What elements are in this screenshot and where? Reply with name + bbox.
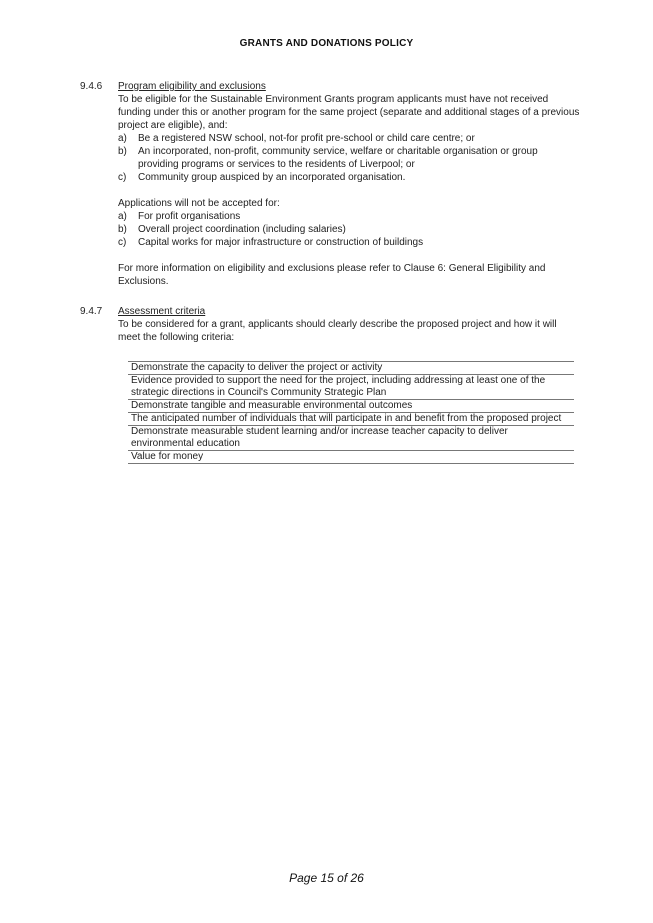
list-item-text: Overall project coordination (including salaries) (138, 224, 346, 235)
section-body (118, 305, 580, 464)
table-row (128, 375, 574, 400)
criteria-table (128, 361, 574, 464)
list-marker: c) (118, 237, 127, 248)
section-number: 9.4.6 (80, 81, 103, 92)
table-row (128, 451, 574, 464)
section-program-eligibility (80, 80, 580, 288)
section-number: 9.4.7 (80, 306, 103, 317)
list-item-text: Be a registered NSW school, not-for profit pre-school or child care centre; or (138, 133, 475, 144)
table-cell: Value for money (128, 451, 574, 464)
table-cell: Demonstrate measurable student learning and/or increase teacher capacity to deliver environmental education (128, 426, 574, 451)
table-cell: The anticipated number of individuals that will participate in and benefit from the proposed project (128, 413, 574, 426)
list-marker: c) (118, 172, 127, 183)
table-row (128, 426, 574, 451)
table-cell: Demonstrate tangible and measurable environmental outcomes (128, 400, 574, 413)
exclusions-intro: Applications will not be accepted for: (118, 198, 280, 209)
list-item (118, 145, 580, 171)
list-item (118, 210, 580, 223)
table-row (128, 413, 574, 426)
list-marker: a) (118, 133, 127, 144)
table-cell: Evidence provided to support the need for the project, including addressing at least one of the strategic directions in Council's Community Strategic Plan (128, 375, 574, 400)
list-item-text: Capital works for major infrastructure or construction of buildings (138, 237, 424, 248)
section-title: Assessment criteria (118, 306, 206, 317)
list-marker: b) (118, 146, 127, 157)
table-cell: Demonstrate the capacity to deliver the project or activity (128, 362, 574, 375)
more-info-paragraph: For more information on eligibility and exclusions please refer to Clause 6: General Eligibility and Exclusions. (118, 263, 546, 287)
section-title: Program eligibility and exclusions (118, 81, 266, 92)
eligible-list (118, 132, 580, 184)
table-row (128, 362, 574, 375)
list-marker: a) (118, 211, 127, 222)
list-item (118, 223, 580, 236)
list-item (118, 236, 580, 249)
list-item-text: Community group auspiced by an incorporated organisation. (138, 172, 406, 183)
exclusion-list (118, 210, 580, 249)
section-assessment-criteria (80, 305, 580, 464)
list-marker: b) (118, 224, 127, 235)
list-item-text: For profit organisations (138, 211, 241, 222)
list-item-text: An incorporated, non-profit, community service, welfare or charitable organisation or group providing programs or services to the residents of Liverpool; or (138, 146, 538, 170)
page-number: Page 15 of 26 (289, 871, 364, 885)
section-body (118, 80, 580, 288)
list-item (118, 171, 580, 184)
page-header-title: GRANTS AND DONATIONS POLICY (239, 38, 414, 49)
table-row (128, 400, 574, 413)
list-item (118, 132, 580, 145)
eligibility-intro: To be eligible for the Sustainable Environment Grants program applicants must have not received funding under this or another program for the same project (separate and additional stages of a previous project are eligible), and: (118, 94, 580, 131)
criteria-intro: To be considered for a grant, applicants should clearly describe the proposed project and how it will meet the following criteria: (118, 319, 557, 343)
